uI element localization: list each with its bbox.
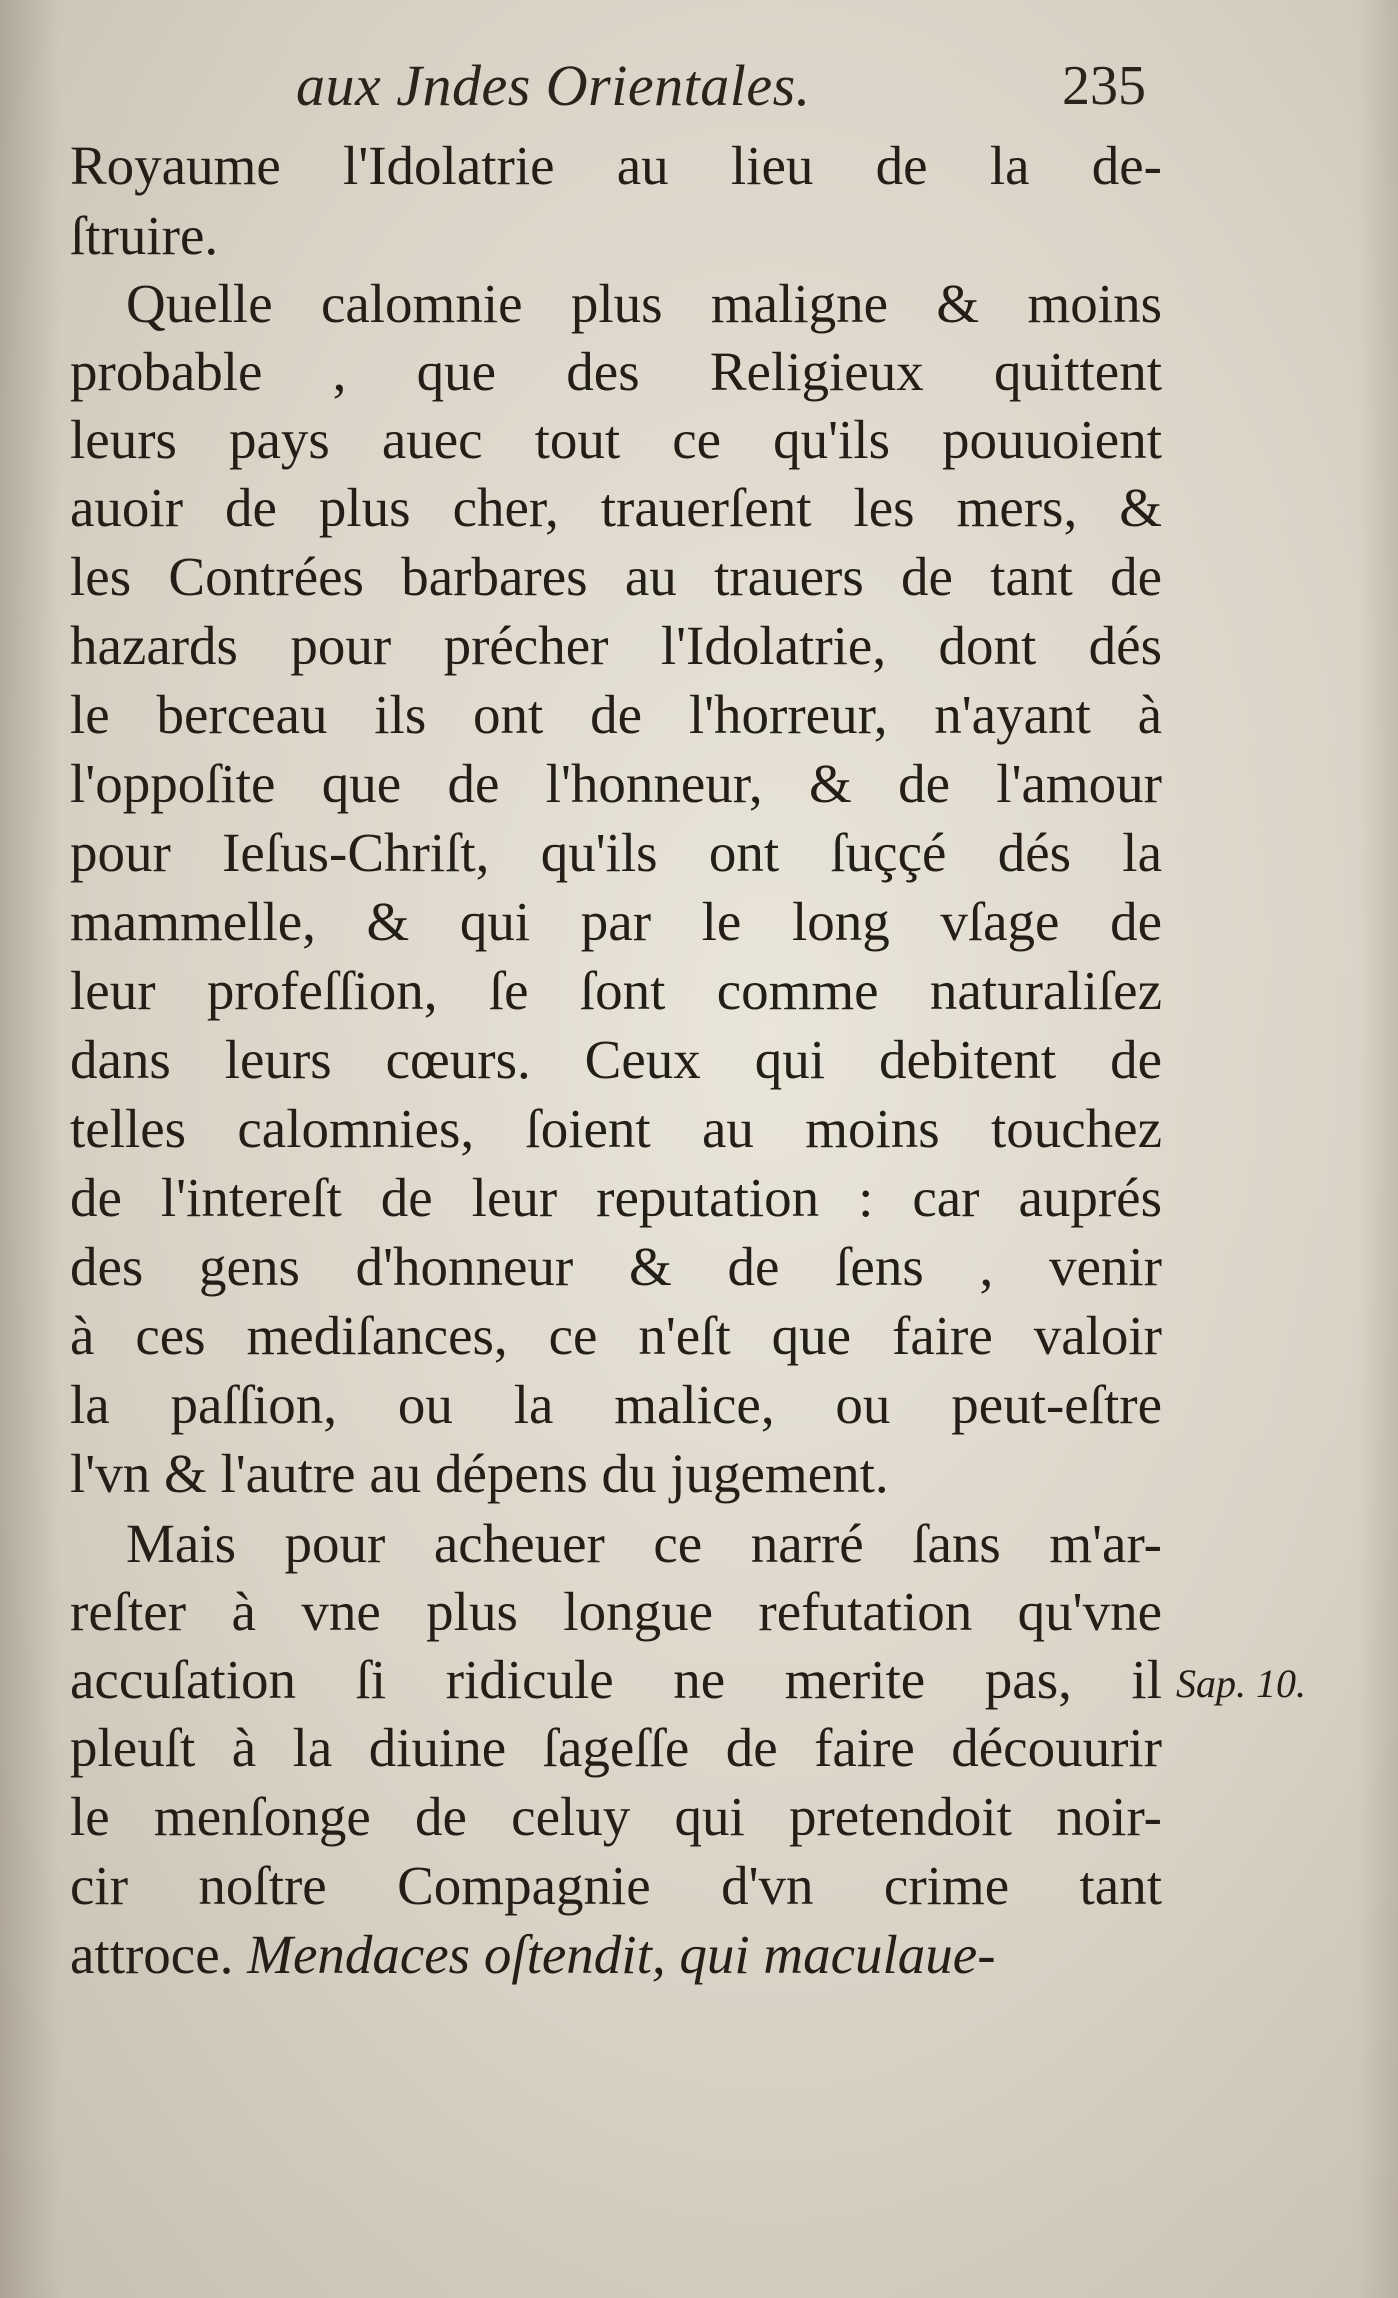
text-line: pour Ieſus-Chriſt, qu'ils ont ſuççé dés la — [70, 822, 1162, 883]
text-line: à ces mediſances, ce n'eſt que faire valoir — [70, 1305, 1162, 1366]
text-line: probable , que des Religieux quittent — [70, 341, 1162, 402]
text-line: de l'intereſt de leur reputation : car auprés — [70, 1167, 1162, 1228]
text-line: leur profeſſion, ſe ſont comme naturaliſez — [70, 960, 1162, 1021]
text-line: leurs pays auec tout ce qu'ils pouuoient — [70, 409, 1162, 470]
page-number: 235 — [1062, 55, 1146, 117]
text-line: la paſſion, ou la malice, ou peut-eſtre — [70, 1374, 1162, 1435]
text-line: le berceau ils ont de l'horreur, n'ayant à — [70, 684, 1162, 745]
paragraph-first-line: Quelle calomnie plus maligne & moins — [126, 273, 1162, 334]
roman-text: attroce. — [70, 1924, 234, 1985]
text-line: le menſonge de celuy qui pretendoit noir- — [70, 1786, 1162, 1847]
margin-reference: Sap. 10. — [1176, 1661, 1306, 1706]
text-line: accuſation ſi ridicule ne merite pas, il — [70, 1649, 1162, 1710]
text-line: l'vn & l'autre au dépens du jugement. — [70, 1443, 889, 1504]
latin-quotation: Mendaces oſtendit, qui maculaue- — [247, 1924, 996, 1985]
text-line-final — [70, 1923, 1162, 1987]
text-line: l'oppoſite que de l'honneur, & de l'amour — [70, 753, 1162, 814]
running-title: aux Jndes Orientales. — [296, 53, 811, 118]
text-line: des gens d'honneur & de ſens , venir — [70, 1236, 1162, 1297]
text-line: pleuſt à la diuine ſageſſe de faire découurir — [70, 1717, 1162, 1778]
paragraph-first-line: Mais pour acheuer ce narré ſans m'ar- — [126, 1513, 1162, 1574]
text-line: ſtruire. — [70, 205, 219, 266]
text-line: cir noſtre Compagnie d'vn crime tant — [70, 1855, 1162, 1916]
text-line: dans leurs cœurs. Ceux qui debitent de — [70, 1029, 1162, 1090]
text-line: Royaume l'Idolatrie au lieu de la de- — [70, 135, 1162, 196]
page-header — [0, 52, 1398, 122]
text-line: telles calomnies, ſoient au moins touchez — [70, 1098, 1162, 1159]
text-line: reſter à vne plus longue refutation qu'vne — [70, 1581, 1162, 1642]
text-line: auoir de plus cher, trauerſent les mers, & — [70, 477, 1162, 538]
text-line: hazards pour précher l'Idolatrie, dont dés — [70, 615, 1162, 676]
text-line: les Contrées barbares au trauers de tant de — [70, 546, 1162, 607]
text-line: mammelle, & qui par le long vſage de — [70, 891, 1162, 952]
